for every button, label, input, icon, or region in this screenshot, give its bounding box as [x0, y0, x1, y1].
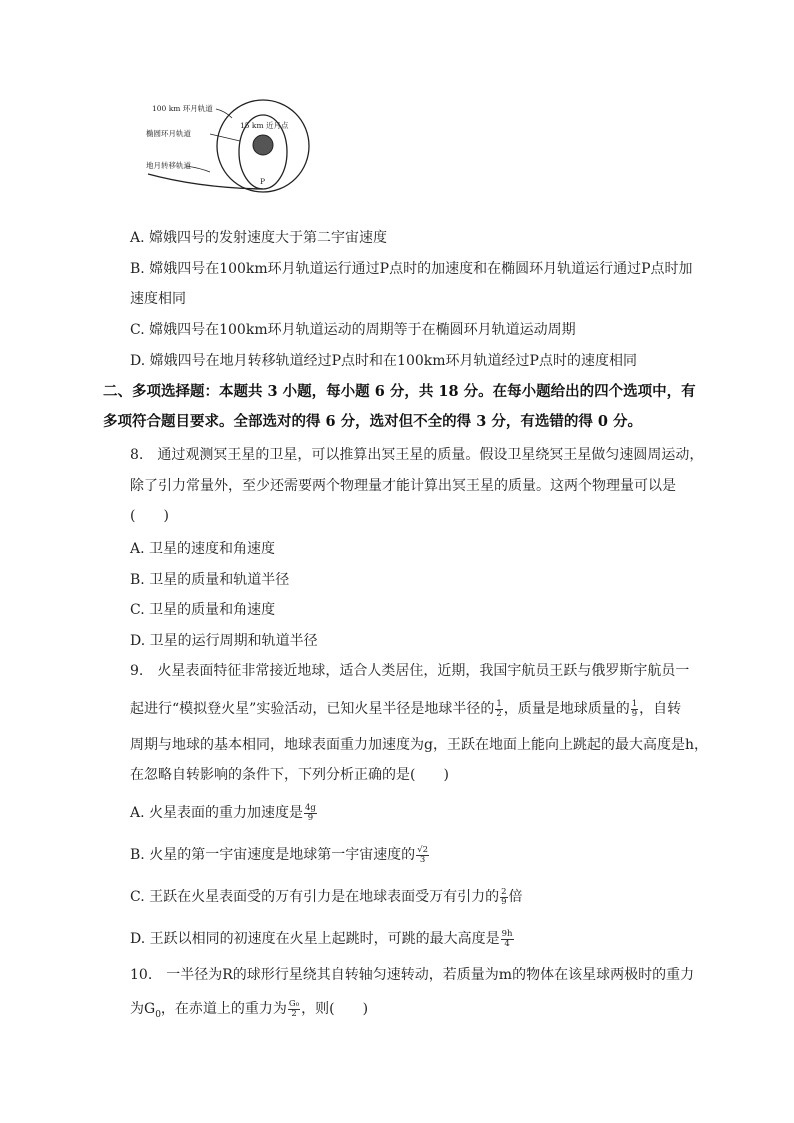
- q8-answer-blank: ( ): [130, 508, 169, 524]
- q9-line2-mid: ，质量是地球质量的: [503, 701, 630, 717]
- q7-option-b-line1: B. 嫦娥四号在100km环月轨道运行通过P点时的加速度和在椭圆环月轨道运行通过P点时加: [130, 261, 693, 277]
- label-100km: 100 km 环月轨道: [152, 104, 213, 113]
- label-transfer: 地月转移轨道: [146, 161, 191, 170]
- q7-option-a: A. 嫦娥四号的发射速度大于第二宇宙速度: [130, 230, 388, 246]
- q9-line2-post: ，自转: [639, 701, 682, 717]
- q9-line2-pre: 起进行“模拟登火星”实验活动，已知火星半径是地球半径的: [130, 701, 495, 717]
- q8-option-b: B. 卫星的质量和轨道半径: [130, 572, 290, 588]
- fraction-2-9: $\frac{2}{9}$: [501, 886, 507, 907]
- q9-stem-line4: 在忽略自转影响的条件下，下列分析正确的是( ): [130, 767, 449, 783]
- transfer-orbit-path: [148, 174, 266, 189]
- fraction-9h-4: $\frac{9h}{4}$: [501, 928, 513, 949]
- q7-option-c: C. 嫦娥四号在100km环月轨道运动的周期等于在椭圆环月轨道运动周期: [130, 322, 576, 338]
- fraction-ninth: $\frac{1}{9}$: [631, 698, 638, 719]
- q9-stem-line2: [130, 699, 681, 719]
- q8-stem-line2: 除了引力常量外，至少还需要两个物理量才能计算出冥王星的质量。这两个物理量可以是: [130, 478, 676, 494]
- fraction-g0-2: $\frac{\text{G₀}}{2}$: [288, 998, 300, 1019]
- q7-option-d: D. 嫦娥四号在地月转移轨道经过P点时和在100km环月轨道经过P点时的速度相同: [130, 353, 637, 369]
- q8-option-d: D. 卫星的运行周期和轨道半径: [130, 633, 318, 649]
- section2-heading-line1: 二、多项选择题：本题共 3 小题，每小题 6 分，共 18 分。在每小题给出的四个选项中，有: [103, 383, 696, 400]
- label-15km: 15 km 近月点: [240, 121, 289, 130]
- q8-stem-line1: 8. 通过观测冥王星的卫星，可以推算出冥王星的质量。假设卫星绕冥王星做匀速圆周运动，: [130, 447, 704, 463]
- pointer-ellipse: [210, 134, 240, 141]
- fraction-sqrt2-3: $\frac{√2}{3}$: [417, 844, 429, 865]
- moon-body: [253, 135, 273, 155]
- fraction-half: $\frac{1}{2}$: [496, 698, 502, 719]
- label-p: P: [260, 177, 266, 186]
- q9-option-b: B. 火星的第一宇宙速度是地球第一宇宙速度的 $\frac{√2}{3}$: [130, 844, 429, 865]
- q10-stem-line1: 10. 一半径为R的球形行星绕其自转轴匀速转动，若质量为m的物体在该星球两极时的重力: [130, 967, 695, 983]
- q9-option-a: A. 火星表面的重力加速度是 $\frac{4g}{9}$: [130, 802, 316, 823]
- q10-stem-line2: 为$G_0$，在赤道上的重力为 $\frac{\text{G₀}}{2}$ ，则( ): [130, 998, 369, 1020]
- q9-stem-line3: 周期与地球的基本相同，地球表面重力加速度为g，王跃在地面上能向上跳起的最大高度是h，: [130, 737, 708, 753]
- orbit-diagram: [140, 96, 320, 198]
- q7-option-b-line2: 速度相同: [130, 291, 186, 307]
- label-ellipse: 椭圆环月轨道: [146, 129, 191, 138]
- q9-option-d: D. 王跃以相同的初速度在火星上起跳时，可跳的最大高度是 $\frac{9h}{4}$: [130, 928, 513, 949]
- section2-heading-line2: 多项符合题目要求。全部选对的得 6 分，选对但不全的得 3 分，有选错的得 0 分。: [103, 413, 643, 430]
- q9-option-c: C. 王跃在火星表面受的万有引力是在地球表面受万有引力的 $\frac{2}{9}$ 倍: [130, 886, 523, 907]
- q9-stem-line1: 9. 火星表面特征非常接近地球，适合人类居住，近期，我国宇航员王跃与俄罗斯宇航员一: [130, 663, 690, 679]
- q8-option-a: A. 卫星的速度和角速度: [130, 541, 276, 557]
- fraction-4g-9: $\frac{4g}{9}$: [305, 802, 316, 823]
- q8-option-c: C. 卫星的质量和角速度: [130, 602, 276, 618]
